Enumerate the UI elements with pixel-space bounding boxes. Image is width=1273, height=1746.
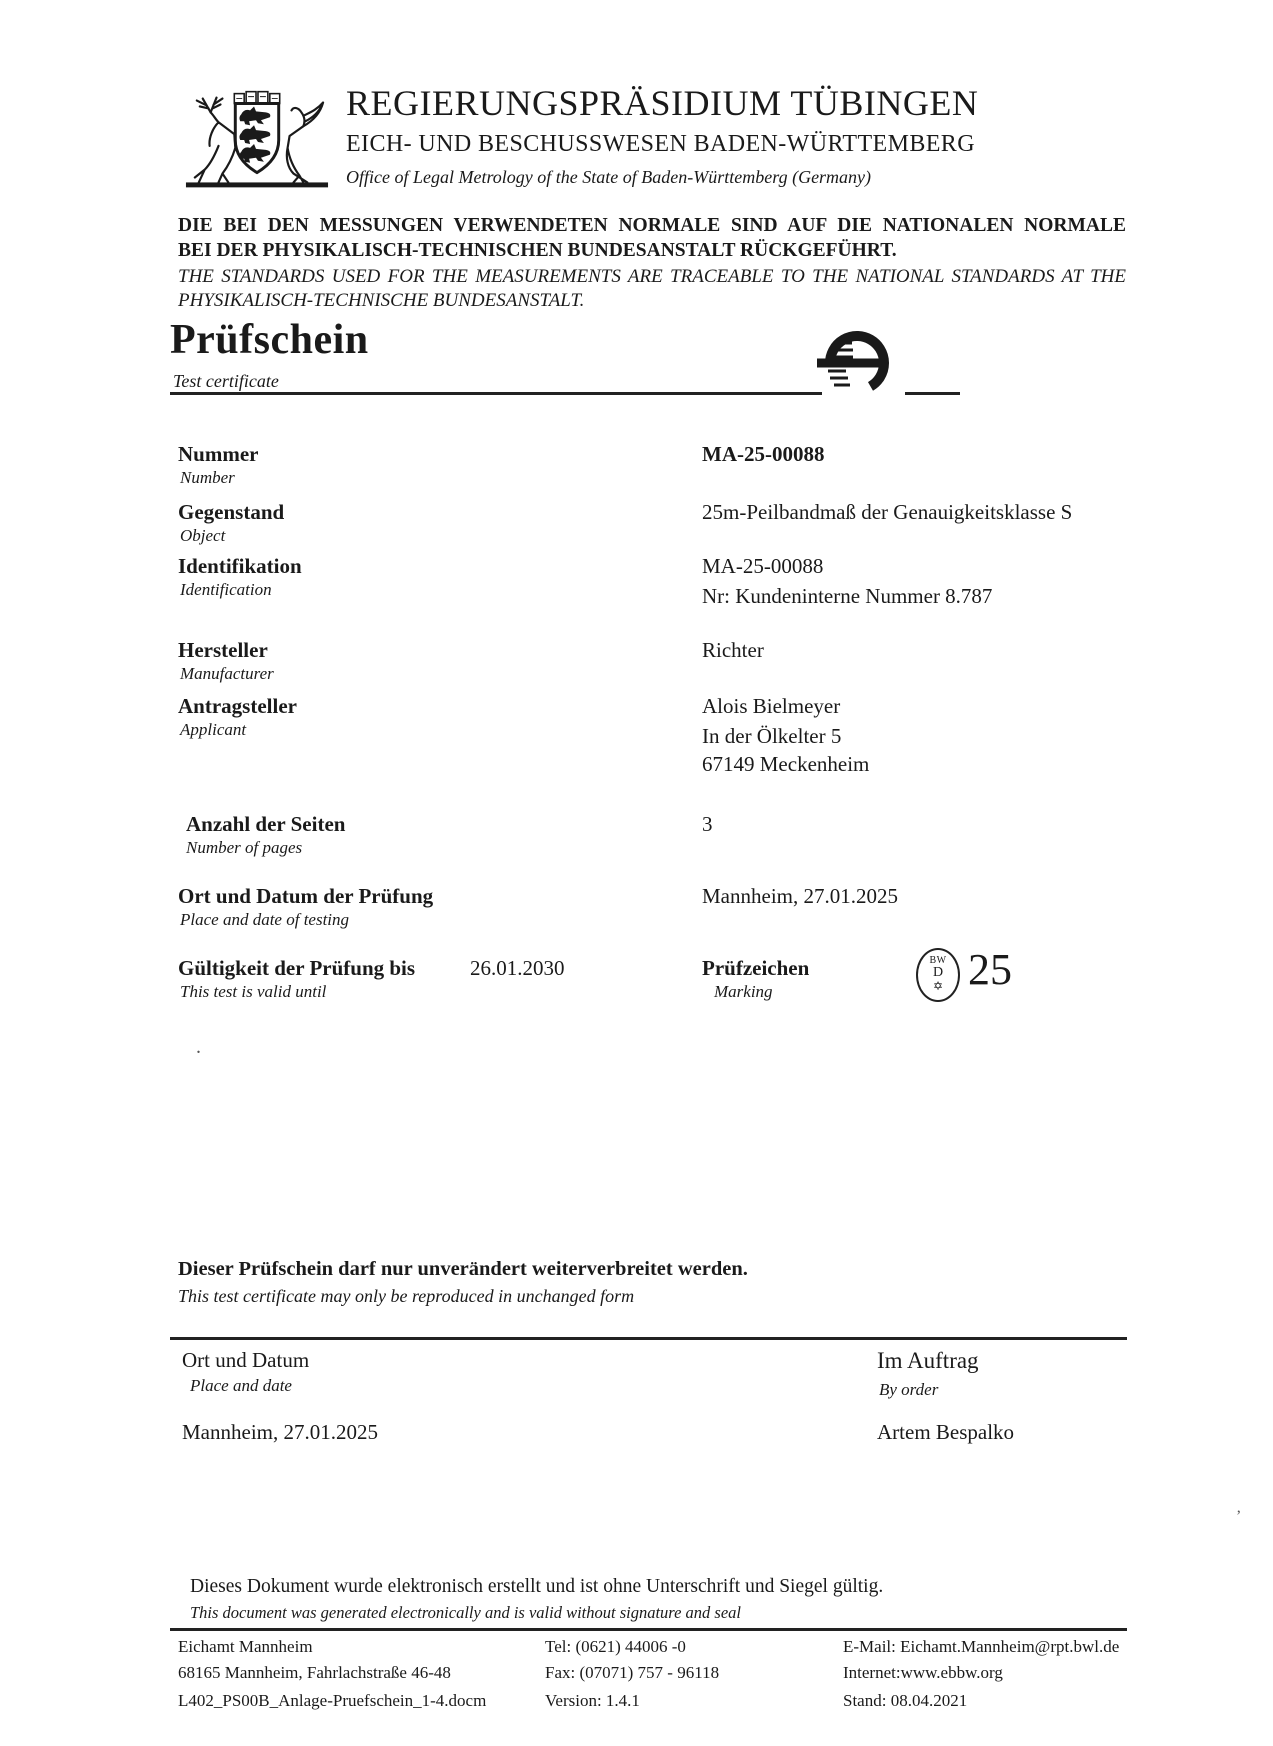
field-sublabel-identification: Identification	[180, 580, 272, 599]
field-label-anzahl-seiten: Anzahl der Seiten	[186, 812, 346, 836]
field-sublabel-manufacturer: Manufacturer	[180, 664, 274, 683]
footer-email: E-Mail: Eichamt.Mannheim@rpt.bwl.de	[843, 1637, 1120, 1656]
footer-document-id: L402_PS00B_Anlage-Pruefschein_1-4.docm	[178, 1691, 487, 1710]
field-value-antragsteller-3: 67149 Meckenheim	[702, 752, 870, 776]
field-value-antragsteller-2: In der Ölkelter 5	[702, 724, 842, 748]
signature-order-label: Im Auftrag	[877, 1348, 979, 1373]
document-title-english: Test certificate	[173, 371, 279, 391]
footer-online-column	[843, 1634, 1119, 1714]
office-name: REGIERUNGSPRÄSIDIUM TÜBINGEN	[346, 83, 979, 123]
footer-contact-column	[545, 1634, 719, 1714]
field-label-gueltigkeit: Gültigkeit der Prüfung bis	[178, 956, 416, 980]
field-sublabel-number-of-pages: Number of pages	[186, 838, 303, 857]
field-value-identifikation-2: Nr: Kundeninterne Nummer 8.787	[702, 584, 993, 608]
field-sublabel-object: Object	[180, 526, 226, 545]
traceability-en-line1: THE STANDARDS USED FOR THE MEASUREMENTS ARE TRACEABLE TO THE NATIONAL STANDARDS AT THE	[178, 266, 1126, 287]
field-label-gegenstand: Gegenstand	[178, 500, 285, 524]
verification-mark-d: D	[932, 965, 944, 980]
footer-address-column	[178, 1634, 486, 1714]
footer-version: Version: 1.4.1	[545, 1691, 640, 1710]
electronic-validity-note-en: This document was generated electronically and is valid without signature and seal	[190, 1603, 742, 1622]
signature-signer-name: Artem Bespalko	[877, 1420, 1015, 1444]
field-value-ort-datum-pruefung: Mannheim, 27.01.2025	[702, 884, 898, 908]
field-value-identifikation-1: MA-25-00088	[702, 554, 824, 578]
signature-place-sublabel: Place and date	[190, 1376, 292, 1395]
traceability-de-line2: BEI DER PHYSIKALISCH-TECHNISCHEN BUNDESANSTALT RÜCKGEFÜHRT.	[178, 239, 897, 261]
footer-rule	[170, 1628, 1127, 1631]
footer-website: Internet:www.ebbw.org	[843, 1663, 1003, 1682]
e-metrology-mark-icon	[816, 326, 898, 402]
scan-artifact-tick: ’	[1236, 1508, 1242, 1525]
field-sublabel-place-date-testing: Place and date of testing	[180, 910, 350, 929]
traceability-statement	[178, 214, 1126, 312]
footer-phone: Tel: (0621) 44006 -0	[545, 1637, 686, 1656]
field-sublabel-number: Number	[180, 468, 235, 487]
reproduction-notice-de: Dieser Prüfschein darf nur unverändert weiterverbreitet werden.	[178, 1258, 748, 1280]
office-name-english: Office of Legal Metrology of the State of Baden-Württemberg (Germany)	[346, 166, 872, 187]
verification-mark-bw: BW	[929, 955, 947, 966]
field-label-identifikation: Identifikation	[178, 554, 302, 578]
field-label-hersteller: Hersteller	[178, 638, 268, 662]
signature-order-sublabel: By order	[879, 1380, 939, 1399]
reproduction-notice-en: This test certificate may only be reproduced in unchanged form	[178, 1286, 635, 1306]
signature-place-value: Mannheim, 27.01.2025	[182, 1420, 378, 1444]
signature-place-label: Ort und Datum	[182, 1348, 310, 1372]
field-value-gegenstand: 25m-Peilbandmaß der Genauigkeitsklasse S	[702, 500, 1073, 524]
footer-fax: Fax: (07071) 757 - 96118	[545, 1663, 720, 1682]
footer-office-name: Eichamt Mannheim	[178, 1637, 313, 1656]
field-sublabel-marking: Marking	[714, 982, 773, 1001]
field-label-nummer: Nummer	[178, 442, 259, 466]
field-label-antragsteller: Antragsteller	[178, 694, 297, 718]
footer-office-address: 68165 Mannheim, Fahrlachstraße 46-48	[178, 1663, 451, 1682]
field-value-gueltigkeit: 26.01.2030	[470, 956, 565, 980]
footer-revision-date: Stand: 08.04.2021	[843, 1691, 968, 1710]
title-rule-right	[905, 392, 960, 395]
field-value-antragsteller-1: Alois Bielmeyer	[702, 694, 841, 718]
verification-mark-star-icon: ✡	[932, 979, 944, 993]
electronic-validity-note-de: Dieses Dokument wurde elektronisch erstellt und ist ohne Unterschrift und Siegel gültig.	[190, 1576, 884, 1597]
field-sublabel-applicant: Applicant	[180, 720, 247, 739]
field-label-pruefzeichen: Prüfzeichen	[702, 956, 810, 980]
document-title: Prüfschein	[170, 317, 369, 363]
traceability-en-line2: PHYSIKALISCH-TECHNISCHE BUNDESANSTALT.	[178, 289, 585, 311]
baden-wuerttemberg-coat-of-arms-icon	[183, 88, 331, 192]
field-label-ort-datum-pruefung: Ort und Datum der Prüfung	[178, 884, 434, 908]
field-value-anzahl-seiten: 3	[702, 812, 713, 836]
field-sublabel-valid-until: This test is valid until	[180, 982, 327, 1001]
traceability-de-line1: DIE BEI DEN MESSUNGEN VERWENDETEN NORMALE SIND AUF DIE NATIONALEN NORMALE	[178, 215, 1126, 236]
header-office-block	[346, 84, 978, 188]
field-value-nummer: MA-25-00088	[702, 442, 825, 466]
verification-mark-seal	[916, 948, 960, 1002]
title-rule-left	[170, 392, 822, 395]
field-value-hersteller: Richter	[702, 638, 764, 662]
signature-rule	[170, 1337, 1127, 1340]
scan-artifact-dot: .	[196, 1036, 201, 1058]
office-department: EICH- UND BESCHUSSWESEN BADEN-WÜRTTEMBERG	[346, 130, 975, 157]
verification-mark-year: 25	[968, 945, 1012, 994]
